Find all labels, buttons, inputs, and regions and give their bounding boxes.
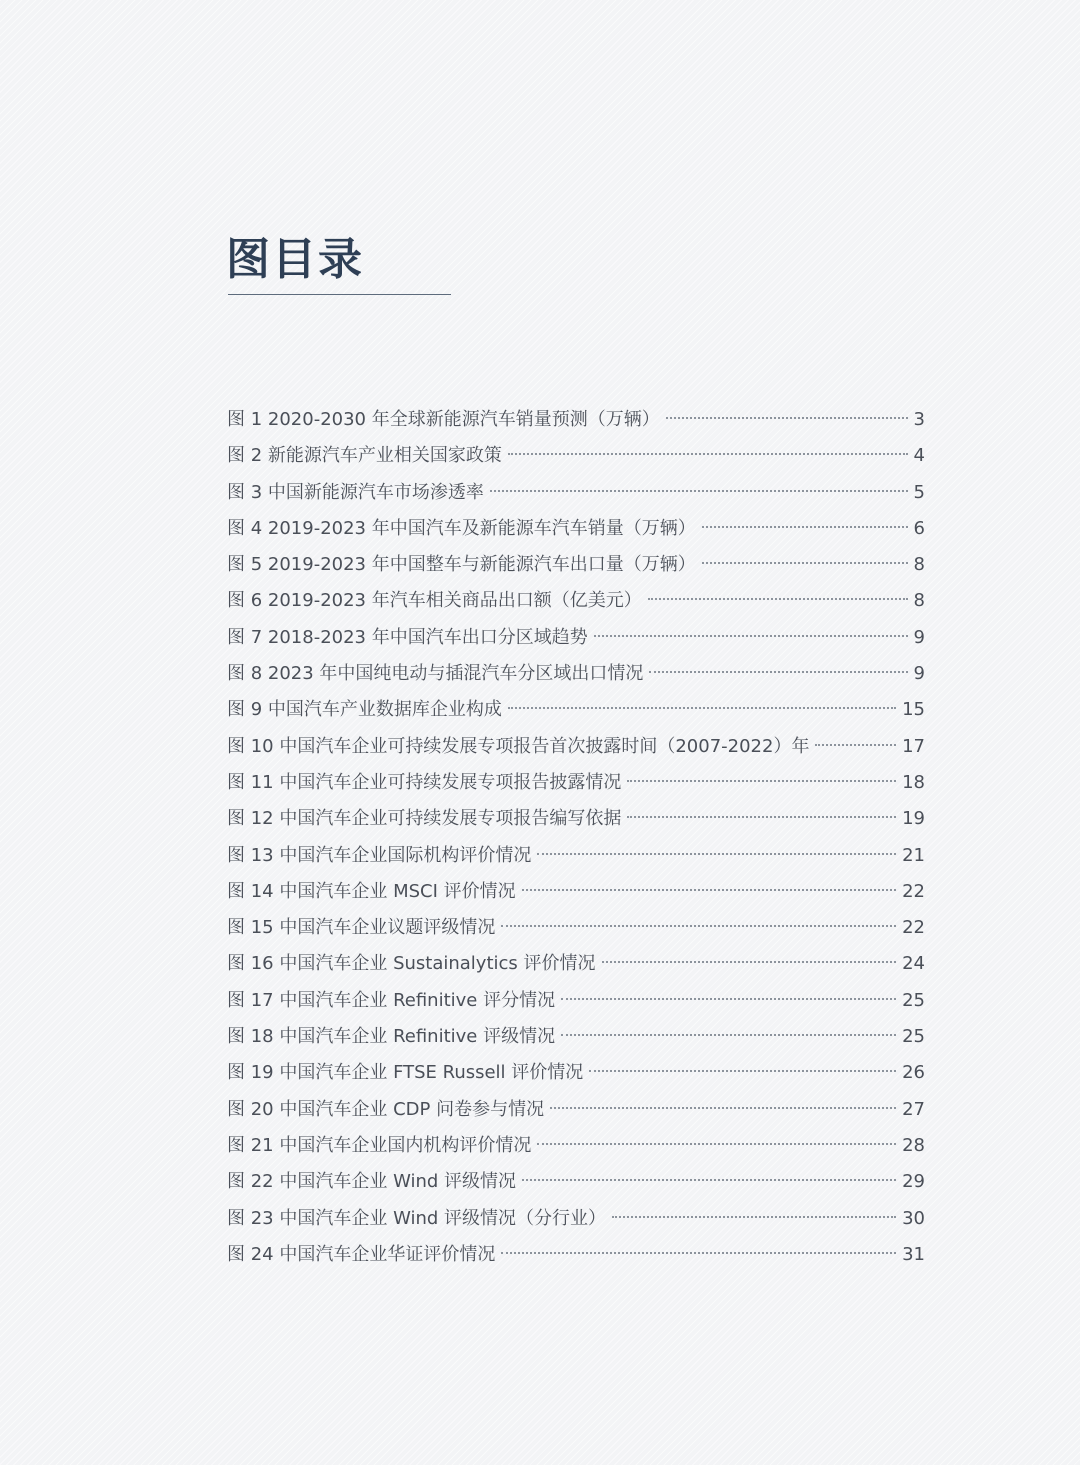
toc-entry[interactable] (227, 1092, 925, 1128)
toc-dot-leader (537, 1143, 896, 1145)
toc-entry-label: 图 3 中国新能源汽车市场渗透率 (227, 481, 484, 503)
toc-entry-label: 图 8 2023 年中国纯电动与插混汽车分区域出口情况 (227, 663, 644, 685)
toc-entry-page-number: 25 (902, 1026, 925, 1048)
toc-dot-leader (501, 925, 896, 927)
figure-list (227, 402, 925, 1273)
toc-entry[interactable] (227, 983, 925, 1019)
toc-dot-leader (702, 562, 908, 564)
toc-entry[interactable] (227, 874, 925, 910)
toc-entry[interactable] (227, 838, 925, 874)
toc-entry-label: 图 2 新能源汽车产业相关国家政策 (227, 445, 502, 467)
toc-dot-leader (589, 1070, 896, 1072)
toc-entry-page-number: 18 (902, 771, 925, 793)
toc-entry-page-number: 31 (902, 1243, 925, 1265)
toc-dot-leader (508, 707, 896, 709)
toc-entry-page-number: 9 (913, 626, 925, 648)
toc-entry-page-number: 30 (902, 1207, 925, 1229)
toc-entry-label: 图 12 中国汽车企业可持续发展专项报告编写依据 (227, 808, 622, 830)
toc-entry-page-number: 15 (902, 699, 925, 721)
toc-entry[interactable] (227, 583, 925, 619)
toc-entry[interactable] (227, 765, 925, 801)
toc-dot-leader (594, 635, 908, 637)
toc-dot-leader (602, 961, 897, 963)
toc-entry-label: 图 16 中国汽车企业 Sustainalytics 评价情况 (227, 953, 596, 975)
toc-entry[interactable] (227, 475, 925, 511)
toc-entry-page-number: 26 (902, 1062, 925, 1084)
toc-entry-label: 图 17 中国汽车企业 Refinitive 评分情况 (227, 989, 556, 1011)
toc-entry-label: 图 13 中国汽车企业国际机构评价情况 (227, 844, 532, 866)
toc-entry[interactable] (227, 511, 925, 547)
toc-entry-label: 图 5 2019-2023 年中国整车与新能源汽车出口量（万辆） (227, 554, 696, 576)
toc-entry[interactable] (227, 656, 925, 692)
toc-entry-page-number: 4 (913, 445, 925, 467)
toc-entry-page-number: 25 (902, 989, 925, 1011)
toc-entry[interactable] (227, 801, 925, 837)
toc-dot-leader (522, 1179, 896, 1181)
toc-entry-page-number: 5 (913, 481, 925, 503)
toc-dot-leader (537, 853, 896, 855)
toc-entry-page-number: 24 (902, 953, 925, 975)
toc-entry[interactable] (227, 438, 925, 474)
toc-entry-label: 图 10 中国汽车企业可持续发展专项报告首次披露时间（2007-2022）年 (227, 735, 810, 757)
toc-dot-leader (550, 1107, 896, 1109)
toc-entry[interactable] (227, 1019, 925, 1055)
toc-entry-label: 图 15 中国汽车企业议题评级情况 (227, 917, 496, 939)
toc-dot-leader (648, 598, 908, 600)
toc-entry-label: 图 24 中国汽车企业华证评价情况 (227, 1243, 496, 1265)
toc-entry[interactable] (227, 1237, 925, 1273)
toc-dot-leader (508, 453, 908, 455)
toc-dot-leader (501, 1252, 896, 1254)
title-underline (228, 294, 451, 295)
toc-entry-page-number: 28 (902, 1134, 925, 1156)
toc-dot-leader (561, 998, 896, 1000)
toc-entry-label: 图 23 中国汽车企业 Wind 评级情况（分行业） (227, 1207, 607, 1229)
toc-entry-label: 图 22 中国汽车企业 Wind 评级情况 (227, 1171, 517, 1193)
toc-entry[interactable] (227, 1201, 925, 1237)
toc-entry-label: 图 7 2018-2023 年中国汽车出口分区域趋势 (227, 626, 588, 648)
toc-entry-page-number: 22 (902, 917, 925, 939)
toc-entry-label: 图 6 2019-2023 年汽车相关商品出口额（亿美元） (227, 590, 642, 612)
toc-entry-page-number: 9 (913, 663, 925, 685)
toc-entry-label: 图 11 中国汽车企业可持续发展专项报告披露情况 (227, 771, 622, 793)
toc-dot-leader (815, 744, 896, 746)
toc-entry[interactable] (227, 729, 925, 765)
toc-entry[interactable] (227, 692, 925, 728)
toc-dot-leader (490, 490, 908, 492)
toc-dot-leader (627, 816, 896, 818)
toc-entry[interactable] (227, 910, 925, 946)
toc-entry-page-number: 3 (913, 409, 925, 430)
toc-entry-page-number: 6 (913, 517, 925, 539)
toc-entry-label: 图 1 2020-2030 年全球新能源汽车销量预测（万辆） (227, 409, 660, 430)
toc-entry-label: 图 14 中国汽车企业 MSCI 评价情况 (227, 880, 516, 902)
toc-entry-label: 图 9 中国汽车产业数据库企业构成 (227, 699, 502, 721)
toc-dot-leader (612, 1216, 896, 1218)
toc-dot-leader (522, 889, 896, 891)
toc-entry-page-number: 19 (902, 808, 925, 830)
toc-entry-label: 图 19 中国汽车企业 FTSE Russell 评价情况 (227, 1062, 584, 1084)
toc-entry[interactable] (227, 1128, 925, 1164)
toc-entry-label: 图 4 2019-2023 年中国汽车及新能源车汽车销量（万辆） (227, 517, 696, 539)
toc-entry-label: 图 21 中国汽车企业国内机构评价情况 (227, 1134, 532, 1156)
toc-entry-page-number: 17 (902, 735, 925, 757)
toc-entry-page-number: 22 (902, 880, 925, 902)
toc-entry[interactable] (227, 620, 925, 656)
toc-entry-page-number: 29 (902, 1171, 925, 1193)
page-title: 图目录 (226, 234, 364, 285)
toc-entry-page-number: 27 (902, 1098, 925, 1120)
toc-dot-leader (561, 1034, 896, 1036)
toc-entry-label: 图 18 中国汽车企业 Refinitive 评级情况 (227, 1026, 556, 1048)
toc-entry-page-number: 8 (913, 554, 925, 576)
toc-entry[interactable] (227, 1164, 925, 1200)
toc-entry[interactable] (227, 402, 925, 438)
toc-entry-label: 图 20 中国汽车企业 CDP 问卷参与情况 (227, 1098, 545, 1120)
toc-dot-leader (627, 780, 896, 782)
toc-dot-leader (666, 417, 908, 419)
toc-entry[interactable] (227, 1055, 925, 1091)
toc-entry-page-number: 8 (913, 590, 925, 612)
toc-dot-leader (702, 526, 908, 528)
toc-entry[interactable] (227, 946, 925, 982)
toc-entry-page-number: 21 (902, 844, 925, 866)
toc-entry[interactable] (227, 547, 925, 583)
toc-dot-leader (649, 671, 907, 673)
